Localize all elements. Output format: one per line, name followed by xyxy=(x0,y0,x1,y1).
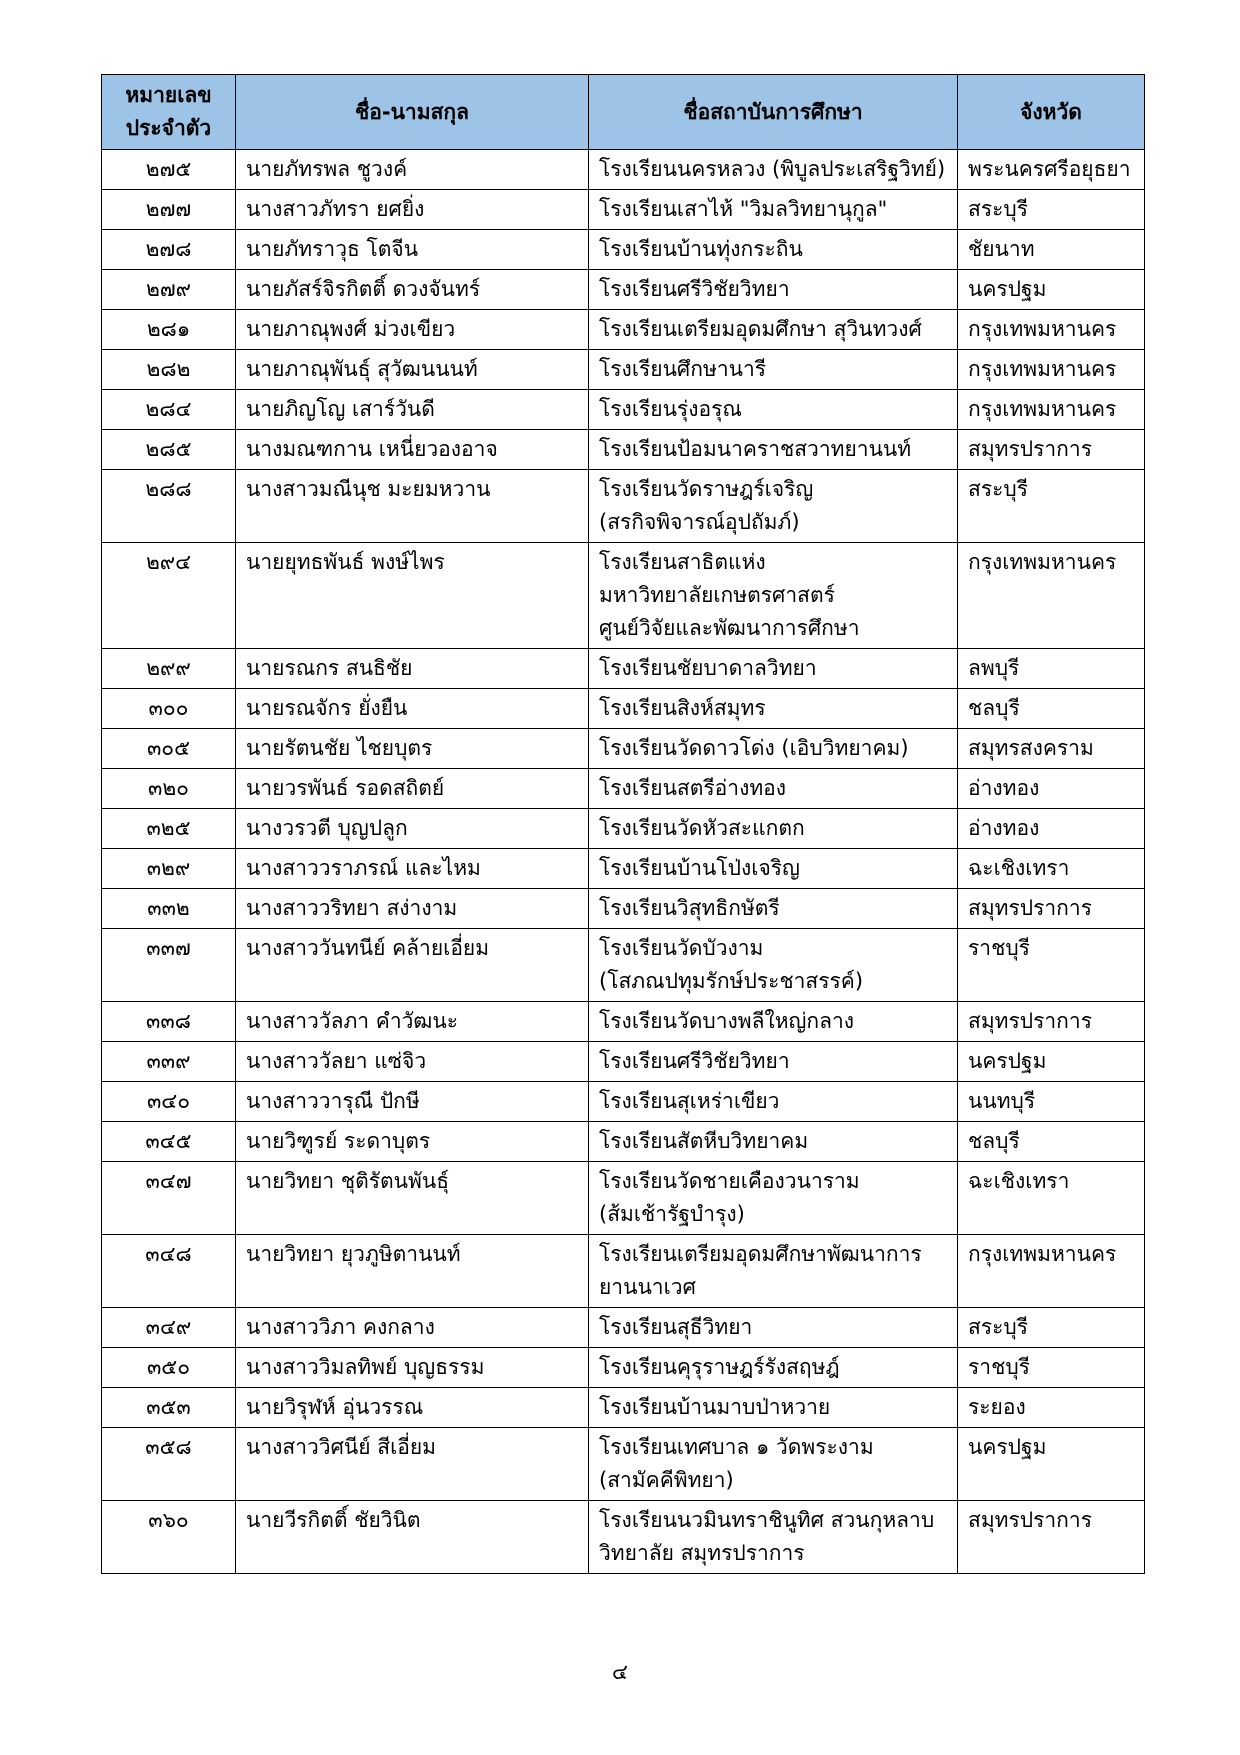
cell-province: ราชบุรี xyxy=(958,1348,1145,1388)
cell-name: นายวีรกิตติ์ ชัยวินิต xyxy=(236,1501,589,1574)
table-row xyxy=(102,270,1145,310)
cell-province: ระยอง xyxy=(958,1388,1145,1428)
cell-school: โรงเรียนนครหลวง (พิบูลประเสริฐวิทย์) xyxy=(589,150,958,190)
cell-id: ๒๗๘ xyxy=(102,230,236,270)
cell-name: นายภัทรพล ชูวงค์ xyxy=(236,150,589,190)
cell-id: ๓๔๐ xyxy=(102,1082,236,1122)
cell-province: อ่างทอง xyxy=(958,769,1145,809)
cell-id: ๒๙๔ xyxy=(102,543,236,649)
table-row xyxy=(102,649,1145,689)
cell-id: ๒๘๑ xyxy=(102,310,236,350)
cell-id: ๓๒๕ xyxy=(102,809,236,849)
cell-id: ๓๒๙ xyxy=(102,849,236,889)
cell-province: สมุทรปราการ xyxy=(958,1002,1145,1042)
cell-name: นายวิรุฬห์ อุ่นวรรณ xyxy=(236,1388,589,1428)
table-row xyxy=(102,190,1145,230)
cell-name: นายภาณุพงศ์ ม่วงเขียว xyxy=(236,310,589,350)
cell-province: อ่างทอง xyxy=(958,809,1145,849)
cell-school: โรงเรียนบ้านทุ่งกระถิน xyxy=(589,230,958,270)
cell-id: ๒๗๕ xyxy=(102,150,236,190)
cell-name: นายวิทยา ชุติรัตนพันธุ์ xyxy=(236,1162,589,1235)
cell-name: นางมณฑกาน เหนี่ยวองอาจ xyxy=(236,430,589,470)
cell-province: สระบุรี xyxy=(958,470,1145,543)
cell-id: ๓๕๓ xyxy=(102,1388,236,1428)
cell-school: โรงเรียนคุรุราษฎร์รังสฤษฎ์ xyxy=(589,1348,958,1388)
table-row xyxy=(102,543,1145,649)
cell-school: โรงเรียนบ้านโป่งเจริญ xyxy=(589,849,958,889)
cell-name: นางสาววันทนีย์ คล้ายเอี่ยม xyxy=(236,929,589,1002)
table-row xyxy=(102,729,1145,769)
cell-id: ๓๖๐ xyxy=(102,1501,236,1574)
cell-province: นนทบุรี xyxy=(958,1082,1145,1122)
cell-id: ๓๔๘ xyxy=(102,1235,236,1308)
cell-name: นายรัตนชัย ไชยบุตร xyxy=(236,729,589,769)
cell-id: ๓๕๐ xyxy=(102,1348,236,1388)
cell-school: โรงเรียนสัตหีบวิทยาคม xyxy=(589,1122,958,1162)
cell-province: สมุทรปราการ xyxy=(958,889,1145,929)
cell-name: นายยุทธพันธ์ พงษ์ไพร xyxy=(236,543,589,649)
table-row xyxy=(102,1235,1145,1308)
cell-province: นครปฐม xyxy=(958,270,1145,310)
cell-province: กรุงเทพมหานคร xyxy=(958,1235,1145,1308)
cell-id: ๓๔๕ xyxy=(102,1122,236,1162)
header-school: ชื่อสถาบันการศึกษา xyxy=(589,75,958,150)
cell-province: สมุทรปราการ xyxy=(958,430,1145,470)
cell-school: โรงเรียนวัดหัวสะแกตก xyxy=(589,809,958,849)
table-row xyxy=(102,1002,1145,1042)
table-row xyxy=(102,470,1145,543)
cell-id: ๒๗๗ xyxy=(102,190,236,230)
table-row xyxy=(102,1082,1145,1122)
cell-school: โรงเรียนสตรีอ่างทอง xyxy=(589,769,958,809)
cell-province: สระบุรี xyxy=(958,1308,1145,1348)
cell-province: ชลบุรี xyxy=(958,689,1145,729)
cell-name: นายรณกร สนธิชัย xyxy=(236,649,589,689)
cell-school: โรงเรียนเทศบาล ๑ วัดพระงาม (สามัคคีพิทยา) xyxy=(589,1428,958,1501)
cell-school: โรงเรียนสุธีวิทยา xyxy=(589,1308,958,1348)
cell-province: สมุทรสงคราม xyxy=(958,729,1145,769)
cell-id: ๓๓๘ xyxy=(102,1002,236,1042)
cell-name: นายภัสร์จิรกิตติ์ ดวงจันทร์ xyxy=(236,270,589,310)
cell-province: ราชบุรี xyxy=(958,929,1145,1002)
table-row xyxy=(102,689,1145,729)
cell-name: นางสาวมณีนุช มะยมหวาน xyxy=(236,470,589,543)
cell-name: นางสาววัลยา แซ่จิว xyxy=(236,1042,589,1082)
cell-name: นางสาวภัทรา ยศยิ่ง xyxy=(236,190,589,230)
cell-school: โรงเรียนเตรียมอุดมศึกษาพัฒนาการ ยานนาเวศ xyxy=(589,1235,958,1308)
cell-province: ฉะเชิงเทรา xyxy=(958,849,1145,889)
cell-school: โรงเรียนเสาไห้ "วิมลวิทยานุกูล" xyxy=(589,190,958,230)
header-row xyxy=(102,75,1145,150)
cell-province: สระบุรี xyxy=(958,190,1145,230)
cell-school: โรงเรียนรุ่งอรุณ xyxy=(589,390,958,430)
cell-id: ๒๘๔ xyxy=(102,390,236,430)
cell-school: โรงเรียนวัดบางพลีใหญ่กลาง xyxy=(589,1002,958,1042)
header-name: ชื่อ-นามสกุล xyxy=(236,75,589,150)
table-body xyxy=(102,150,1145,1574)
cell-school: โรงเรียนชัยบาดาลวิทยา xyxy=(589,649,958,689)
cell-province: กรุงเทพมหานคร xyxy=(958,310,1145,350)
cell-id: ๓๐๐ xyxy=(102,689,236,729)
cell-id: ๒๗๙ xyxy=(102,270,236,310)
cell-id: ๒๘๘ xyxy=(102,470,236,543)
cell-province: กรุงเทพมหานคร xyxy=(958,390,1145,430)
cell-province: พระนครศรีอยุธยา xyxy=(958,150,1145,190)
cell-school: โรงเรียนสุเหร่าเขียว xyxy=(589,1082,958,1122)
table-row xyxy=(102,849,1145,889)
header-province: จังหวัด xyxy=(958,75,1145,150)
cell-school: โรงเรียนวัดชายเคืองวนาราม (ส้มเช้ารัฐบำรุง) xyxy=(589,1162,958,1235)
cell-name: นางสาววารุณี ปักษี xyxy=(236,1082,589,1122)
table-row xyxy=(102,769,1145,809)
cell-id: ๓๓๒ xyxy=(102,889,236,929)
cell-name: นางสาววิภา คงกลาง xyxy=(236,1308,589,1348)
cell-province: ชลบุรี xyxy=(958,1122,1145,1162)
cell-province: นครปฐม xyxy=(958,1428,1145,1501)
cell-id: ๓๔๗ xyxy=(102,1162,236,1235)
cell-province: สมุทรปราการ xyxy=(958,1501,1145,1574)
cell-school: โรงเรียนวัดดาวโด่ง (เอิบวิทยาคม) xyxy=(589,729,958,769)
cell-name: นางสาววริทยา สง่างาม xyxy=(236,889,589,929)
cell-name: นายวรพันธ์ รอดสถิตย์ xyxy=(236,769,589,809)
table-row xyxy=(102,929,1145,1002)
table-row xyxy=(102,1308,1145,1348)
cell-school: โรงเรียนป้อมนาคราชสวาทยานนท์ xyxy=(589,430,958,470)
cell-id: ๓๔๙ xyxy=(102,1308,236,1348)
cell-name: นายวิทยา ยุวภูษิตานนท์ xyxy=(236,1235,589,1308)
participant-table xyxy=(101,74,1145,1574)
table-row xyxy=(102,809,1145,849)
table-row xyxy=(102,1348,1145,1388)
table-row xyxy=(102,1122,1145,1162)
cell-id: ๒๘๕ xyxy=(102,430,236,470)
cell-id: ๓๓๗ xyxy=(102,929,236,1002)
cell-name: นางวรวตี บุญปลูก xyxy=(236,809,589,849)
cell-province: กรุงเทพมหานคร xyxy=(958,350,1145,390)
cell-id: ๒๙๙ xyxy=(102,649,236,689)
cell-school: โรงเรียนวัดบัวงาม (โสภณปทุมรักษ์ประชาสรรค์) xyxy=(589,929,958,1002)
table-row xyxy=(102,1388,1145,1428)
cell-province: กรุงเทพมหานคร xyxy=(958,543,1145,649)
cell-school: โรงเรียนศึกษานารี xyxy=(589,350,958,390)
cell-id: ๓๕๘ xyxy=(102,1428,236,1501)
cell-school: โรงเรียนศรีวิชัยวิทยา xyxy=(589,270,958,310)
table-row xyxy=(102,310,1145,350)
cell-school: โรงเรียนวัดราษฎร์เจริญ (สรกิจพิจารณ์อุปถัมภ์) xyxy=(589,470,958,543)
cell-school: โรงเรียนเตรียมอุดมศึกษา สุวินทวงศ์ xyxy=(589,310,958,350)
cell-id: ๓๐๕ xyxy=(102,729,236,769)
cell-province: นครปฐม xyxy=(958,1042,1145,1082)
header-id: หมายเลข ประจำตัว xyxy=(102,75,236,150)
cell-school: โรงเรียนสิงห์สมุทร xyxy=(589,689,958,729)
cell-province: ฉะเชิงเทรา xyxy=(958,1162,1145,1235)
cell-name: นางสาววิศนีย์ สีเอี่ยม xyxy=(236,1428,589,1501)
table-row xyxy=(102,150,1145,190)
cell-name: นางสาววัลภา คำวัฒนะ xyxy=(236,1002,589,1042)
cell-school: โรงเรียนนวมินทราชินูทิศ สวนกุหลาบ วิทยาลัย สมุทรปราการ xyxy=(589,1501,958,1574)
cell-name: นายภัทราวุธ โตจีน xyxy=(236,230,589,270)
cell-name: นางสาววราภรณ์ และไหม xyxy=(236,849,589,889)
cell-school: โรงเรียนบ้านมาบป่าหวาย xyxy=(589,1388,958,1428)
table-row xyxy=(102,430,1145,470)
cell-school: โรงเรียนศรีวิชัยวิทยา xyxy=(589,1042,958,1082)
table-row xyxy=(102,1042,1145,1082)
table-row xyxy=(102,1162,1145,1235)
cell-name: นายวิฑูรย์ ระดาบุตร xyxy=(236,1122,589,1162)
table-row xyxy=(102,350,1145,390)
cell-school: โรงเรียนสาธิตแห่ง มหาวิทยาลัยเกษตรศาสตร์ ศูนย์วิจัยและพัฒนาการศึกษา xyxy=(589,543,958,649)
cell-name: นางสาววิมลทิพย์ บุญธรรม xyxy=(236,1348,589,1388)
cell-school: โรงเรียนวิสุทธิกษัตรี xyxy=(589,889,958,929)
cell-name: นายภิญโญ เสาร์วันดี xyxy=(236,390,589,430)
table-row xyxy=(102,230,1145,270)
cell-id: ๒๘๒ xyxy=(102,350,236,390)
cell-name: นายภาณุพันธุ์ สุวัฒนนนท์ xyxy=(236,350,589,390)
table-row xyxy=(102,889,1145,929)
table-row xyxy=(102,1501,1145,1574)
table-row xyxy=(102,390,1145,430)
cell-province: ลพบุรี xyxy=(958,649,1145,689)
page-number: ๔ xyxy=(612,1660,628,1684)
cell-province: ชัยนาท xyxy=(958,230,1145,270)
table-row xyxy=(102,1428,1145,1501)
cell-id: ๓๒๐ xyxy=(102,769,236,809)
cell-id: ๓๓๙ xyxy=(102,1042,236,1082)
cell-name: นายรณจักร ยั่งยืน xyxy=(236,689,589,729)
